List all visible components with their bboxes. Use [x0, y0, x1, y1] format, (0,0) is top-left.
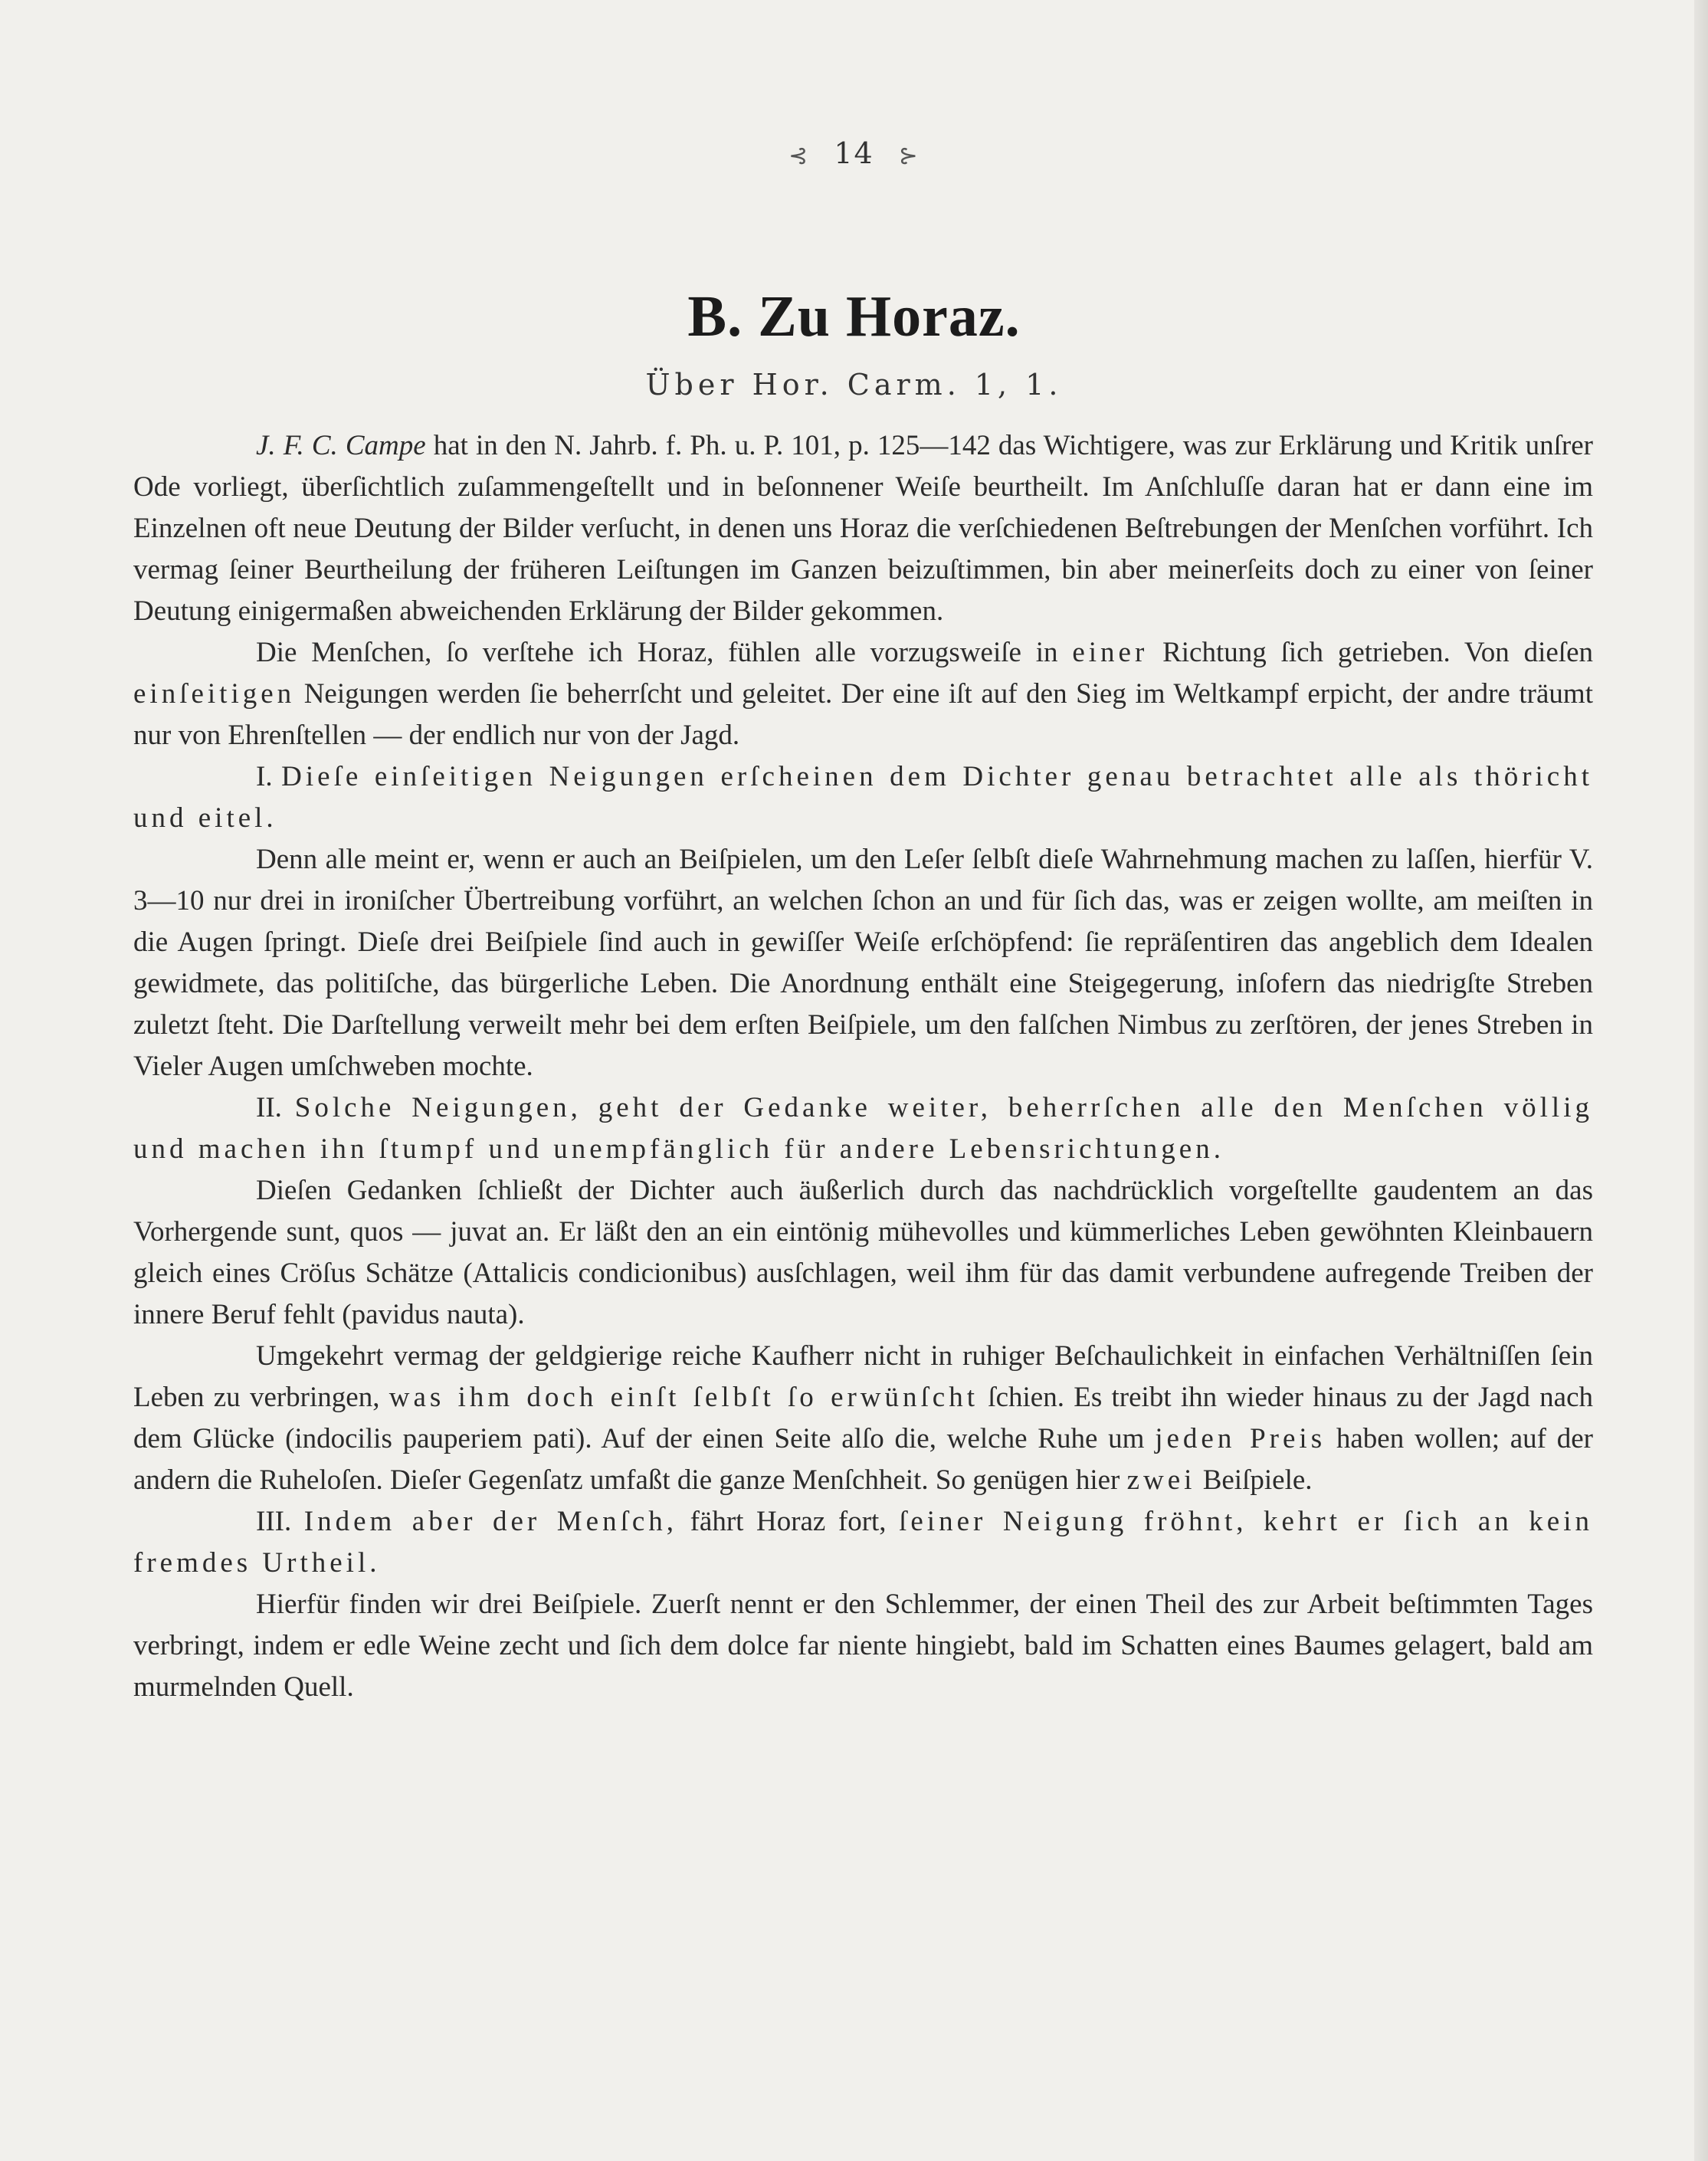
page-number: 14	[834, 136, 874, 170]
emphasis: jeden Preis	[1155, 1423, 1326, 1454]
emphasis: ſeiner Neigung fröhnt, kehrt er ſich an kein fremdes Urtheil.	[133, 1506, 1593, 1579]
paragraph: Denn alle meint er, wenn er auch an Beiſpielen, um den Leſer ſelbſt dieſe Wahrnehmung machen zu laſſen, hierfür V. 3—10 nur drei in ironiſcher Übertreibung vorführt, an welchen ſchon an und für ſich das, was er zeigen wollte, am meiſten in die Augen ſpringt. Dieſe drei Beiſpiele ſind auch in gewiſſer Weiſe erſchöpfend: ſie repräſentiren das angeblich dem Idealen gewidmete, das politiſche, das bürgerliche Leben. Die Anordnung enthält eine Steigegerung, inſofern das niedrigſte Streben zuletzt ſteht. Die Darſtellung verweilt mehr bei dem erſten Beiſpiele, um den falſchen Nimbus zu zerſtören, der jenes Streben in Vieler Augen umſchweben mochte.	[133, 844, 1593, 1082]
text-run: I.	[256, 761, 282, 792]
ornament-right-icon: ⊱	[898, 143, 920, 169]
author-name: J. F. C. Campe	[256, 430, 426, 461]
text-run: ſchien. Es treibt ihn wieder hinaus zu der Jagd nach dem Glücke (indocilis pauperiem pati). Auf der einen Seite alſo die, welche Ruhe um	[133, 1382, 1593, 1454]
emphasis: Dieſe einſeitigen Neigungen erſcheinen dem Dichter genau betrachtet alle als thöricht und eitel.	[133, 761, 1594, 834]
paragraph-text: hat in den N. Jahrb. f. Ph. u. P. 101, p. 125—142 das Wichtigere, was zur Erklärung und Kritik unſrer Ode vorliegt, überſichtlich zuſammengeſtellt und in beſonnener Weiſe beurtheilt. Im Anſchluſſe daran hat er dann eine im Einzelnen oft neue Deutung der Bilder verſucht, in denen uns Horaz die verſchiedenen Beſtrebungen der Menſchen vorführt. Ich vermag ſeiner Beurtheilung der früheren Leiſtungen im Ganzen beizuſtimmen, bin aber meinerſeits doch zu einer von ſeiner Deutung einigermaßen abweichenden Erklärung der Bilder gekommen.	[133, 430, 1593, 627]
subtitle: Über Hor. Carm. 1, 1.	[645, 368, 1063, 402]
paragraph	[133, 1501, 1593, 1584]
paragraph: Dieſen Gedanken ſchließt der Dichter auch äußerlich durch das nachdrücklich vorgeſtellte gaudentem an das Vorhergende sunt, quos — juvat an. Er läßt den an ein eintönig mühevolles und kümmerliches Leben gewöhnten Kleinbauern gleich eines Cröſus Schätze (Attalicis condicionibus) ausſchlagen, weil ihm für das damit verbundene aufregende Treiben der innere Beruf fehlt (pavidus nauta).	[133, 1175, 1593, 1330]
emphasis: zwei	[1126, 1464, 1196, 1496]
paragraph	[133, 1336, 1593, 1501]
text-run: Die Menſchen, ſo verſtehe ich Horaz, fühlen alle vorzugsweiſe in	[256, 637, 1073, 668]
text-run: fährt Horaz fort,	[677, 1506, 900, 1537]
paragraph	[133, 425, 1593, 632]
text-run: haben wollen; auf der andern die Ruheloſen. Dieſer Gegenſatz umfaßt die ganze Menſchheit. So genügen hier	[133, 1423, 1593, 1496]
paragraph	[133, 756, 1593, 839]
text-run: II.	[256, 1092, 295, 1123]
paragraph	[133, 632, 1593, 756]
paragraph	[133, 1087, 1593, 1170]
emphasis: was ihm doch einſt ſelbſt ſo erwünſcht	[388, 1382, 979, 1413]
text-run: Richtung ſich getrieben. Von dieſen	[1148, 637, 1593, 668]
body-text	[133, 425, 1593, 1708]
emphasis: einſeitigen	[133, 678, 296, 710]
emphasis: einer	[1072, 637, 1149, 668]
section-title: B. Zu Horaz.	[687, 284, 1021, 349]
page-header	[0, 136, 1708, 170]
paragraph: Hierfür finden wir drei Beiſpiele. Zuerſt nennt er den Schlemmer, der einen Theil des zur Arbeit beſtimmten Tages verbringt, indem er edle Weine zecht und ſich dem dolce far niente hingiebt, bald im Schatten eines Baumes gelagert, bald am murmelnden Quell.	[133, 1589, 1593, 1703]
ornament-left-icon: ⊰	[788, 143, 810, 169]
emphasis: Solche Neigungen, geht der Gedanke weiter, beherrſchen alle den Menſchen völlig und machen ihn ſtumpf und unempfänglich für andere Lebensrichtungen.	[133, 1092, 1593, 1165]
emphasis: Indem aber der Menſch,	[303, 1506, 678, 1537]
text-run: Beiſpiele.	[1195, 1464, 1313, 1496]
text-run: Umgekehrt vermag der geldgierige reiche Kaufherr nicht in ruhiger Beſchaulichkeit in einfachen Verhältniſſen ſein Leben zu verbringen,	[133, 1340, 1593, 1413]
text-run: Neigungen werden ſie beherrſcht und geleitet. Der eine iſt auf den Sieg im Weltkampf erpicht, der andre träumt nur von Ehrenſtellen — der endlich nur von der Jagd.	[133, 678, 1593, 751]
text-run: III.	[256, 1506, 304, 1537]
